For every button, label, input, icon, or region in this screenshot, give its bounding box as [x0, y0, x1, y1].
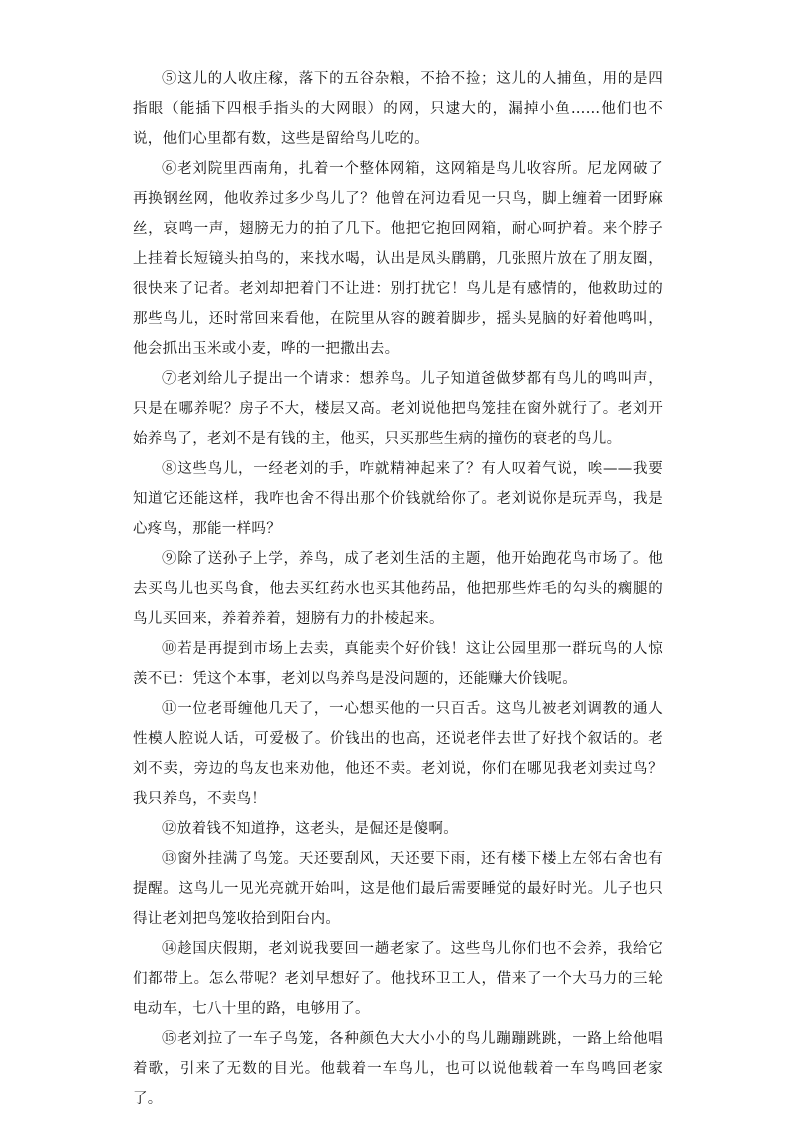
paragraph-6: ⑥老刘院里西南角，扎着一个整体网箱，这网箱是鸟儿收容所。尼龙网破了再换钢丝网，他收养过多少鸟儿了？他曾在河边看见一只鸟，脚上缠着一团野麻丝，哀鸣一声，翅膀无力的拍了几下。他把它抱回网箱，耐心呵护着。来个脖子上挂着长短镜头拍鸟的，来找水喝，认出是凤头鹛鹛，几张照片放在了朋友圈，很快来了记者。老刘却把着门不让进：别打扰它！鸟儿是有感情的，他救助过的那些鸟儿，还时常回来看他，在院里从容的踱着脚步，摇头晃脑的好着他鸣叫，他会抓出玉米或小麦，哗的一把撒出去。	[133, 161, 663, 357]
paragraph-5: ⑤这儿的人收庄稼，落下的五谷杂粮，不拾不捡；这儿的人捕鱼，用的是四指眼（能插下四根手指头的大网眼）的网，只逮大的，漏掉小鱼……他们也不说，他们心里都有数，这些是留给鸟儿吃的。	[133, 71, 663, 147]
paragraph-15: ⑮老刘拉了一车子鸟笼，各种颜色大大小小的鸟儿蹦蹦跳跳，一路上给他唱着歌，引来了无数的目光。他载着一车鸟儿，也可以说他载着一车鸟鸣回老家了。	[133, 1031, 663, 1107]
paragraph-9: ⑨除了送孙子上学，养鸟，成了老刘生活的主题，他开始跑花鸟市场了。他去买鸟儿也买鸟食，他去买红药水也买其他药品，他把那些炸毛的勾头的瘸腿的鸟儿买回来，养着养着，翅膀有力的扑棱起来。	[133, 551, 663, 627]
paragraph-11: ⑪一位老哥缠他几天了，一心想买他的一只百舌。这鸟儿被老刘调教的通人性模人腔说人话，可爱极了。价钱出的也高，还说老伴去世了好找个叙话的。老刘不卖，旁边的鸟友也来劝他，他还不卖。老刘说，你们在哪见我老刘卖过鸟？我只养鸟，不卖鸟！	[133, 701, 663, 807]
paragraph-14: ⑭趁国庆假期，老刘说我要回一趟老家了。这些鸟儿你们也不会养，我给它们都带上。怎么带呢？老刘早想好了。他找环卫工人，借来了一个大马力的三轮电动车，七八十里的路，电够用了。	[133, 941, 663, 1017]
article-body	[133, 64, 663, 1114]
paragraph-8: ⑧这些鸟儿，一经老刘的手，咋就精神起来了？有人叹着气说，唉——我要知道它还能这样，我咋也舍不得出那个价钱就给你了。老刘说你是玩弄鸟，我是心疼鸟，那能一样吗？	[133, 461, 663, 537]
paragraph-7: ⑦老刘给儿子提出一个请求：想养鸟。儿子知道爸做梦都有鸟儿的鸣叫声，只是在哪养呢？房子不大，楼层又高。老刘说他把鸟笼挂在窗外就行了。老刘开始养鸟了，老刘不是有钱的主，他买，只买那些生病的撞伤的衰老的鸟儿。	[133, 371, 663, 447]
paragraph-10: ⑩若是再提到市场上去卖，真能卖个好价钱！这让公园里那一群玩鸟的人惊羡不已：凭这个本事，老刘以鸟养鸟是没问题的，还能赚大价钱呢。	[133, 641, 663, 687]
paragraph-12: ⑫放着钱不知道挣，这老头，是倔还是傻啊。	[162, 821, 458, 837]
paragraph-13: ⑬窗外挂满了鸟笼。天还要刮风，天还要下雨，还有楼下楼上左邻右舍也有提醒。这鸟儿一见光亮就开始叫，这是他们最后需要睡觉的最好时光。儿子也只得让老刘把鸟笼收拾到阳台内。	[133, 851, 663, 927]
